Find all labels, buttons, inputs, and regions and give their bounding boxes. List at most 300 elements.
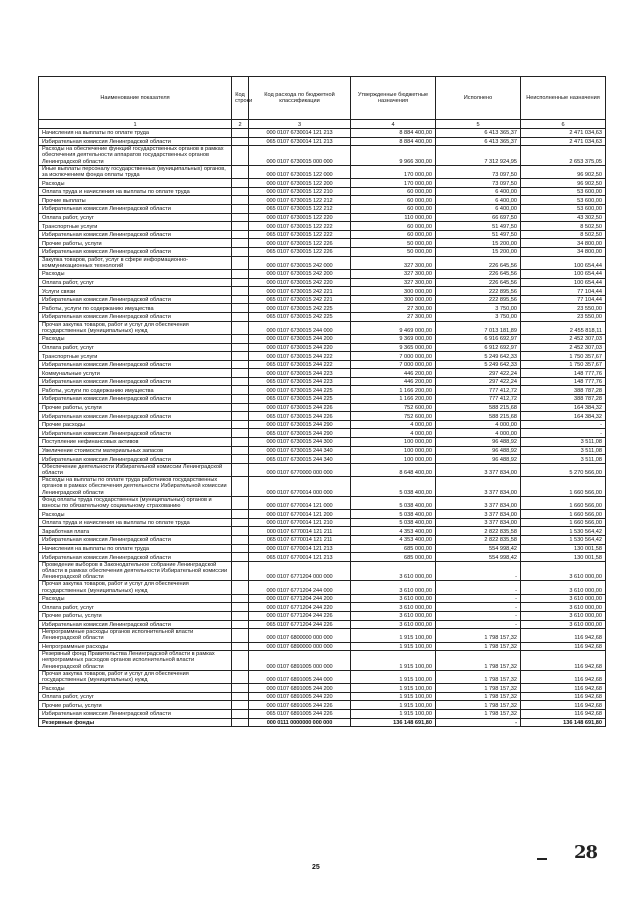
row-name: Избирательная комиссия Ленинградской области <box>39 312 232 321</box>
row-classification: 000 0107 6770014 121 200 <box>249 510 351 519</box>
row-name: Оплата работ, услуг <box>39 692 232 701</box>
row-classification: 000 0107 6730015 244 220 <box>249 343 351 352</box>
row-classification: 000 0107 6771204 244 000 <box>249 581 351 594</box>
row-name: Избирательная комиссия Ленинградской области <box>39 295 232 304</box>
row-classification: 065 0107 6730015 244 223 <box>249 377 351 386</box>
row-unexecuted: 100 654,44 <box>521 278 606 287</box>
row-executed: 222 895,56 <box>436 295 521 304</box>
row-code <box>232 222 249 231</box>
row-name: Избирательная комиссия Ленинградской области <box>39 395 232 404</box>
table-row <box>39 196 606 205</box>
row-unexecuted: 148 777,76 <box>521 377 606 386</box>
row-unexecuted: 130 001,58 <box>521 544 606 553</box>
row-executed: 6 912 692,97 <box>436 343 521 352</box>
row-executed: 96 488,92 <box>436 446 521 455</box>
row-approved: 27 300,00 <box>351 304 436 313</box>
row-name: Транспортные услуги <box>39 352 232 361</box>
table-row <box>39 146 606 166</box>
table-row <box>39 287 606 296</box>
row-unexecuted: 53 600,00 <box>521 204 606 213</box>
row-classification: 000 0107 6730015 244 225 <box>249 386 351 395</box>
row-approved: 1 915 100,00 <box>351 710 436 719</box>
row-approved: 50 000,00 <box>351 247 436 256</box>
row-classification: 000 0107 6730015 122 200 <box>249 179 351 188</box>
row-code <box>232 463 249 476</box>
handwritten-sheet-number: 28 <box>574 842 598 863</box>
table-row <box>39 213 606 222</box>
row-code <box>232 230 249 239</box>
row-approved: 3 610 000,00 <box>351 561 436 581</box>
row-code <box>232 360 249 369</box>
row-executed: 297 422,24 <box>436 369 521 378</box>
row-unexecuted: 1 750 357,67 <box>521 360 606 369</box>
row-code <box>232 213 249 222</box>
row-unexecuted: 2 653 375,05 <box>521 146 606 166</box>
row-approved: 1 166 200,00 <box>351 395 436 404</box>
row-executed: 1 798 157,32 <box>436 692 521 701</box>
row-unexecuted: 96 902,50 <box>521 165 606 178</box>
row-executed: - <box>436 594 521 603</box>
row-unexecuted: 116 942,68 <box>521 651 606 671</box>
row-name: Избирательная комиссия Ленинградской области <box>39 536 232 545</box>
row-executed: 7 013 181,89 <box>436 321 521 334</box>
row-executed: - <box>436 581 521 594</box>
row-executed: 96 488,92 <box>436 438 521 447</box>
row-code <box>232 594 249 603</box>
row-code <box>232 446 249 455</box>
row-unexecuted: 2 471 034,63 <box>521 129 606 138</box>
row-name: Прочие работы, услуги <box>39 403 232 412</box>
row-unexecuted: 116 942,68 <box>521 670 606 683</box>
row-classification: 065 0107 6891005 244 226 <box>249 710 351 719</box>
row-code <box>232 684 249 693</box>
table-row <box>39 527 606 536</box>
row-code <box>232 269 249 278</box>
row-executed: 6 413 365,37 <box>436 137 521 146</box>
column-number: 6 <box>521 120 606 129</box>
row-classification: 000 0107 6730015 244 000 <box>249 321 351 334</box>
row-unexecuted: 164 384,32 <box>521 403 606 412</box>
row-classification: 065 0107 6770014 121 211 <box>249 536 351 545</box>
row-unexecuted: 1 660 566,00 <box>521 477 606 497</box>
row-classification: 000 0107 6730015 242 220 <box>249 278 351 287</box>
row-code <box>232 670 249 683</box>
header-executed: Исполнено <box>436 77 521 120</box>
row-classification: 000 0107 6730015 244 200 <box>249 334 351 343</box>
row-name: Избирательная комиссия Ленинградской области <box>39 710 232 719</box>
row-classification: 000 0111 0000000 000 000 <box>249 718 351 727</box>
row-executed: 66 697,50 <box>436 213 521 222</box>
row-name: Расходы <box>39 269 232 278</box>
row-code <box>232 334 249 343</box>
row-executed: 777 412,72 <box>436 386 521 395</box>
row-code <box>232 612 249 621</box>
row-name: Начисления на выплаты по оплате труда <box>39 544 232 553</box>
row-unexecuted: 3 610 000,00 <box>521 561 606 581</box>
row-approved: 4 000,00 <box>351 429 436 438</box>
row-code <box>232 395 249 404</box>
row-approved: 7 000 000,00 <box>351 360 436 369</box>
table-row <box>39 369 606 378</box>
row-executed: 3 377 834,00 <box>436 510 521 519</box>
row-name: Расходы <box>39 684 232 693</box>
header-classification: Код расхода по бюджетной классификации <box>249 77 351 120</box>
row-unexecuted: 34 800,00 <box>521 239 606 248</box>
row-classification: 065 0107 6730015 244 340 <box>249 455 351 464</box>
table-row <box>39 642 606 651</box>
table-row <box>39 536 606 545</box>
table-row <box>39 651 606 671</box>
row-approved: 1 915 100,00 <box>351 629 436 642</box>
row-approved: 300 000,00 <box>351 287 436 296</box>
table-row <box>39 684 606 693</box>
row-code <box>232 179 249 188</box>
row-approved: 60 000,00 <box>351 230 436 239</box>
row-approved: 170 000,00 <box>351 165 436 178</box>
row-unexecuted: 1 660 566,00 <box>521 518 606 527</box>
table-row <box>39 312 606 321</box>
table-row <box>39 612 606 621</box>
row-name: Избирательная комиссия Ленинградской области <box>39 620 232 629</box>
table-row <box>39 692 606 701</box>
row-executed: 7 312 924,95 <box>436 146 521 166</box>
row-name: Прочие работы, услуги <box>39 239 232 248</box>
row-executed: - <box>436 603 521 612</box>
row-executed: 6 400,00 <box>436 204 521 213</box>
table-row <box>39 620 606 629</box>
table-row <box>39 594 606 603</box>
row-classification: 000 0107 6730015 242 200 <box>249 269 351 278</box>
table-row <box>39 137 606 146</box>
row-code <box>232 295 249 304</box>
table-row <box>39 603 606 612</box>
row-approved: 3 610 000,00 <box>351 612 436 621</box>
row-unexecuted: 116 942,68 <box>521 710 606 719</box>
row-executed: 777 412,72 <box>436 395 521 404</box>
row-code <box>232 165 249 178</box>
row-name: Расходы <box>39 179 232 188</box>
row-classification: 000 0107 6730015 244 222 <box>249 352 351 361</box>
table-row <box>39 230 606 239</box>
header-unexecuted: Неисполненные назначения <box>521 77 606 120</box>
row-executed: 4 000,00 <box>436 420 521 429</box>
row-approved: 8 884 400,00 <box>351 129 436 138</box>
row-name: Избирательная комиссия Ленинградской области <box>39 204 232 213</box>
column-number: 4 <box>351 120 436 129</box>
table-row <box>39 334 606 343</box>
row-name: Поступление нефинансовых активов <box>39 438 232 447</box>
row-code <box>232 412 249 421</box>
row-code <box>232 196 249 205</box>
row-unexecuted: 136 148 691,80 <box>521 718 606 727</box>
row-unexecuted: 77 104,44 <box>521 287 606 296</box>
row-code <box>232 477 249 497</box>
row-classification: 065 0107 6730015 244 226 <box>249 412 351 421</box>
row-classification: 000 0107 6770014 000 000 <box>249 477 351 497</box>
row-unexecuted: 3 610 000,00 <box>521 603 606 612</box>
row-unexecuted: 53 600,00 <box>521 187 606 196</box>
row-executed: 297 422,24 <box>436 377 521 386</box>
column-number: 1 <box>39 120 232 129</box>
row-classification: 000 0107 6890000 000 000 <box>249 642 351 651</box>
table-row <box>39 377 606 386</box>
row-executed: 15 200,00 <box>436 247 521 256</box>
row-name: Избирательная комиссия Ленинградской области <box>39 553 232 562</box>
row-executed: 15 200,00 <box>436 239 521 248</box>
row-approved: 752 600,00 <box>351 403 436 412</box>
row-code <box>232 561 249 581</box>
row-name: Транспортные услуги <box>39 222 232 231</box>
table-row <box>39 477 606 497</box>
column-number: 5 <box>436 120 521 129</box>
row-approved: 9 369 000,00 <box>351 334 436 343</box>
table-row <box>39 518 606 527</box>
row-code <box>232 496 249 509</box>
row-name: Увеличение стоимости материальных запасов <box>39 446 232 455</box>
row-classification: 065 0107 6730015 122 212 <box>249 204 351 213</box>
row-name: Прочие выплаты <box>39 196 232 205</box>
table-row <box>39 204 606 213</box>
row-executed: 588 215,68 <box>436 403 521 412</box>
row-unexecuted: 3 610 000,00 <box>521 594 606 603</box>
row-classification: 000 0107 6800000 000 000 <box>249 629 351 642</box>
row-code <box>232 352 249 361</box>
row-unexecuted: 2 452 307,03 <box>521 343 606 352</box>
row-executed: 3 377 834,00 <box>436 518 521 527</box>
row-unexecuted: 100 654,44 <box>521 256 606 269</box>
row-approved: 685 000,00 <box>351 553 436 562</box>
row-classification: 000 0107 6770014 121 211 <box>249 527 351 536</box>
row-name: Избирательная комиссия Ленинградской области <box>39 377 232 386</box>
page-number: 25 <box>312 864 320 871</box>
row-unexecuted: - <box>521 429 606 438</box>
row-executed: 3 750,00 <box>436 304 521 313</box>
row-approved: 3 610 000,00 <box>351 581 436 594</box>
row-unexecuted: 8 502,50 <box>521 222 606 231</box>
row-unexecuted: 77 104,44 <box>521 295 606 304</box>
row-classification: 000 0107 6730015 122 210 <box>249 187 351 196</box>
row-classification: 000 0107 6770014 121 210 <box>249 518 351 527</box>
row-unexecuted: 388 787,28 <box>521 386 606 395</box>
row-unexecuted: 116 942,68 <box>521 684 606 693</box>
row-code <box>232 438 249 447</box>
row-name: Закупка товаров, работ, услуг в сфере информационно-коммуникационных технологий <box>39 256 232 269</box>
row-executed: 1 798 157,32 <box>436 629 521 642</box>
row-approved: 100 000,00 <box>351 455 436 464</box>
row-classification: 000 0107 6730015 242 221 <box>249 287 351 296</box>
row-name: Избирательная комиссия Ленинградской области <box>39 455 232 464</box>
row-classification: 000 0107 6771204 244 200 <box>249 594 351 603</box>
row-approved: 100 000,00 <box>351 438 436 447</box>
row-executed: 222 895,56 <box>436 287 521 296</box>
row-approved: 60 000,00 <box>351 222 436 231</box>
row-code <box>232 692 249 701</box>
table-row <box>39 304 606 313</box>
row-code <box>232 256 249 269</box>
table-row <box>39 553 606 562</box>
row-name: Оплата труда и начисления на выплаты по оплате труда <box>39 518 232 527</box>
row-executed: 554 998,42 <box>436 544 521 553</box>
table-row <box>39 544 606 553</box>
row-executed: 3 750,00 <box>436 312 521 321</box>
row-name: Непрограммные расходы <box>39 642 232 651</box>
row-code <box>232 510 249 519</box>
row-unexecuted: 130 001,58 <box>521 553 606 562</box>
table-row <box>39 412 606 421</box>
row-code <box>232 239 249 248</box>
row-executed: 1 798 157,32 <box>436 710 521 719</box>
row-code <box>232 429 249 438</box>
row-classification: 000 0107 6730015 244 300 <box>249 438 351 447</box>
row-name: Оплата работ, услуг <box>39 278 232 287</box>
row-unexecuted: 116 942,68 <box>521 701 606 710</box>
row-code <box>232 321 249 334</box>
row-classification: 000 0107 6771204 244 226 <box>249 612 351 621</box>
table-row <box>39 129 606 138</box>
table-row <box>39 256 606 269</box>
table-row <box>39 360 606 369</box>
row-approved: 5 038 400,00 <box>351 496 436 509</box>
row-name: Прочая закупка товаров, работ и услуг для обеспечения государственных (муниципальных) нужд <box>39 670 232 683</box>
row-name: Обеспечение деятельности Избирательной комиссии Ленинградской области <box>39 463 232 476</box>
row-unexecuted: 116 942,68 <box>521 629 606 642</box>
row-approved: 27 300,00 <box>351 312 436 321</box>
row-name: Работы, услуги по содержанию имущества <box>39 386 232 395</box>
row-name: Прочая закупка товаров, работ и услуг для обеспечения государственных (муниципальных) нужд <box>39 581 232 594</box>
table-row <box>39 386 606 395</box>
table-row <box>39 670 606 683</box>
row-code <box>232 553 249 562</box>
column-number-row <box>39 120 606 129</box>
row-executed: 1 798 157,32 <box>436 701 521 710</box>
row-code <box>232 651 249 671</box>
row-name: Проведение выборов в Законодательное собрание Ленинградской области в рамках обеспечения деятельности Избирательной комиссии Ленинградской области <box>39 561 232 581</box>
table-row <box>39 222 606 231</box>
row-classification: 000 0107 6730015 122 212 <box>249 196 351 205</box>
row-unexecuted: 53 600,00 <box>521 196 606 205</box>
row-executed: 96 488,92 <box>436 455 521 464</box>
row-unexecuted: 1 660 566,00 <box>521 510 606 519</box>
row-classification: 000 0107 6771204 244 220 <box>249 603 351 612</box>
row-code <box>232 536 249 545</box>
row-executed: - <box>436 718 521 727</box>
table-row <box>39 295 606 304</box>
table-row <box>39 701 606 710</box>
row-classification: 065 0107 6770014 121 213 <box>249 553 351 562</box>
row-executed: 1 798 157,32 <box>436 642 521 651</box>
table-row <box>39 165 606 178</box>
row-executed: 226 645,56 <box>436 269 521 278</box>
row-unexecuted: 164 384,32 <box>521 412 606 421</box>
table-row <box>39 247 606 256</box>
row-approved: 685 000,00 <box>351 544 436 553</box>
table-row <box>39 420 606 429</box>
row-approved: 9 365 000,00 <box>351 343 436 352</box>
row-name: Расходы <box>39 510 232 519</box>
row-approved: 1 915 100,00 <box>351 684 436 693</box>
row-name: Резервный фонд Правительства Ленинградской области в рамках непрограммных расходов органов исполнительной власти Ленинградской области <box>39 651 232 671</box>
row-executed: 554 998,42 <box>436 553 521 562</box>
row-name: Оплата работ, услуг <box>39 603 232 612</box>
row-classification: 000 0107 6891005 244 220 <box>249 692 351 701</box>
row-code <box>232 343 249 352</box>
row-executed: 2 822 835,58 <box>436 527 521 536</box>
row-code <box>232 247 249 256</box>
row-unexecuted: 2 471 034,63 <box>521 137 606 146</box>
row-approved: 100 000,00 <box>351 446 436 455</box>
row-approved: 60 000,00 <box>351 196 436 205</box>
row-name: Заработная плата <box>39 527 232 536</box>
row-code <box>232 278 249 287</box>
row-approved: 4 353 400,00 <box>351 536 436 545</box>
table-row <box>39 352 606 361</box>
row-approved: 3 610 000,00 <box>351 603 436 612</box>
row-executed: 6 916 692,97 <box>436 334 521 343</box>
row-unexecuted: 2 455 818,11 <box>521 321 606 334</box>
row-approved: 136 148 691,80 <box>351 718 436 727</box>
row-approved: 4 000,00 <box>351 420 436 429</box>
row-executed: - <box>436 612 521 621</box>
row-approved: 50 000,00 <box>351 239 436 248</box>
row-unexecuted: 23 550,00 <box>521 312 606 321</box>
row-classification: 000 0107 6891005 244 226 <box>249 701 351 710</box>
table-row <box>39 455 606 464</box>
row-name: Расходы <box>39 594 232 603</box>
row-classification: 000 0107 6730015 244 223 <box>249 369 351 378</box>
row-classification: 000 0107 6730015 000 000 <box>249 146 351 166</box>
table-row <box>39 395 606 404</box>
row-executed: 51 497,50 <box>436 222 521 231</box>
row-code <box>232 527 249 536</box>
row-executed: 226 645,56 <box>436 278 521 287</box>
row-classification: 065 0107 6730015 122 226 <box>249 247 351 256</box>
row-name: Прочие расходы <box>39 420 232 429</box>
row-name: Коммунальные услуги <box>39 369 232 378</box>
table-row <box>39 343 606 352</box>
row-code <box>232 710 249 719</box>
row-approved: 327 300,00 <box>351 278 436 287</box>
row-approved: 4 353 400,00 <box>351 527 436 536</box>
header-code: Код строки <box>232 77 249 120</box>
table-header-row <box>39 77 606 120</box>
row-code <box>232 187 249 196</box>
table-row <box>39 718 606 727</box>
table-row <box>39 429 606 438</box>
row-classification: 000 0107 6891005 000 000 <box>249 651 351 671</box>
row-code <box>232 420 249 429</box>
table-row <box>39 629 606 642</box>
row-name: Непрограммные расходы органов исполнительной власти Ленинградской области <box>39 629 232 642</box>
row-approved: 5 038 400,00 <box>351 518 436 527</box>
row-classification: 000 0107 6730015 244 226 <box>249 403 351 412</box>
row-name: Расходы на обеспечение функций государственных органов в рамках обеспечения деятельности аппаратов государственных органов Ленинградской области <box>39 146 232 166</box>
row-name: Избирательная комиссия Ленинградской области <box>39 247 232 256</box>
row-approved: 7 000 000,00 <box>351 352 436 361</box>
row-approved: 5 038 400,00 <box>351 510 436 519</box>
row-code <box>232 581 249 594</box>
row-classification: 000 0107 6891005 244 000 <box>249 670 351 683</box>
row-approved: 8 648 400,00 <box>351 463 436 476</box>
table-row <box>39 496 606 509</box>
row-name: Расходы <box>39 334 232 343</box>
row-classification: 000 0107 6730015 122 226 <box>249 239 351 248</box>
table-row <box>39 403 606 412</box>
row-executed: 5 249 642,33 <box>436 360 521 369</box>
row-name: Прочая закупка товаров, работ и услуг для обеспечения государственных (муниципальных) нужд <box>39 321 232 334</box>
row-unexecuted: 116 942,68 <box>521 692 606 701</box>
row-code <box>232 603 249 612</box>
row-code <box>232 620 249 629</box>
